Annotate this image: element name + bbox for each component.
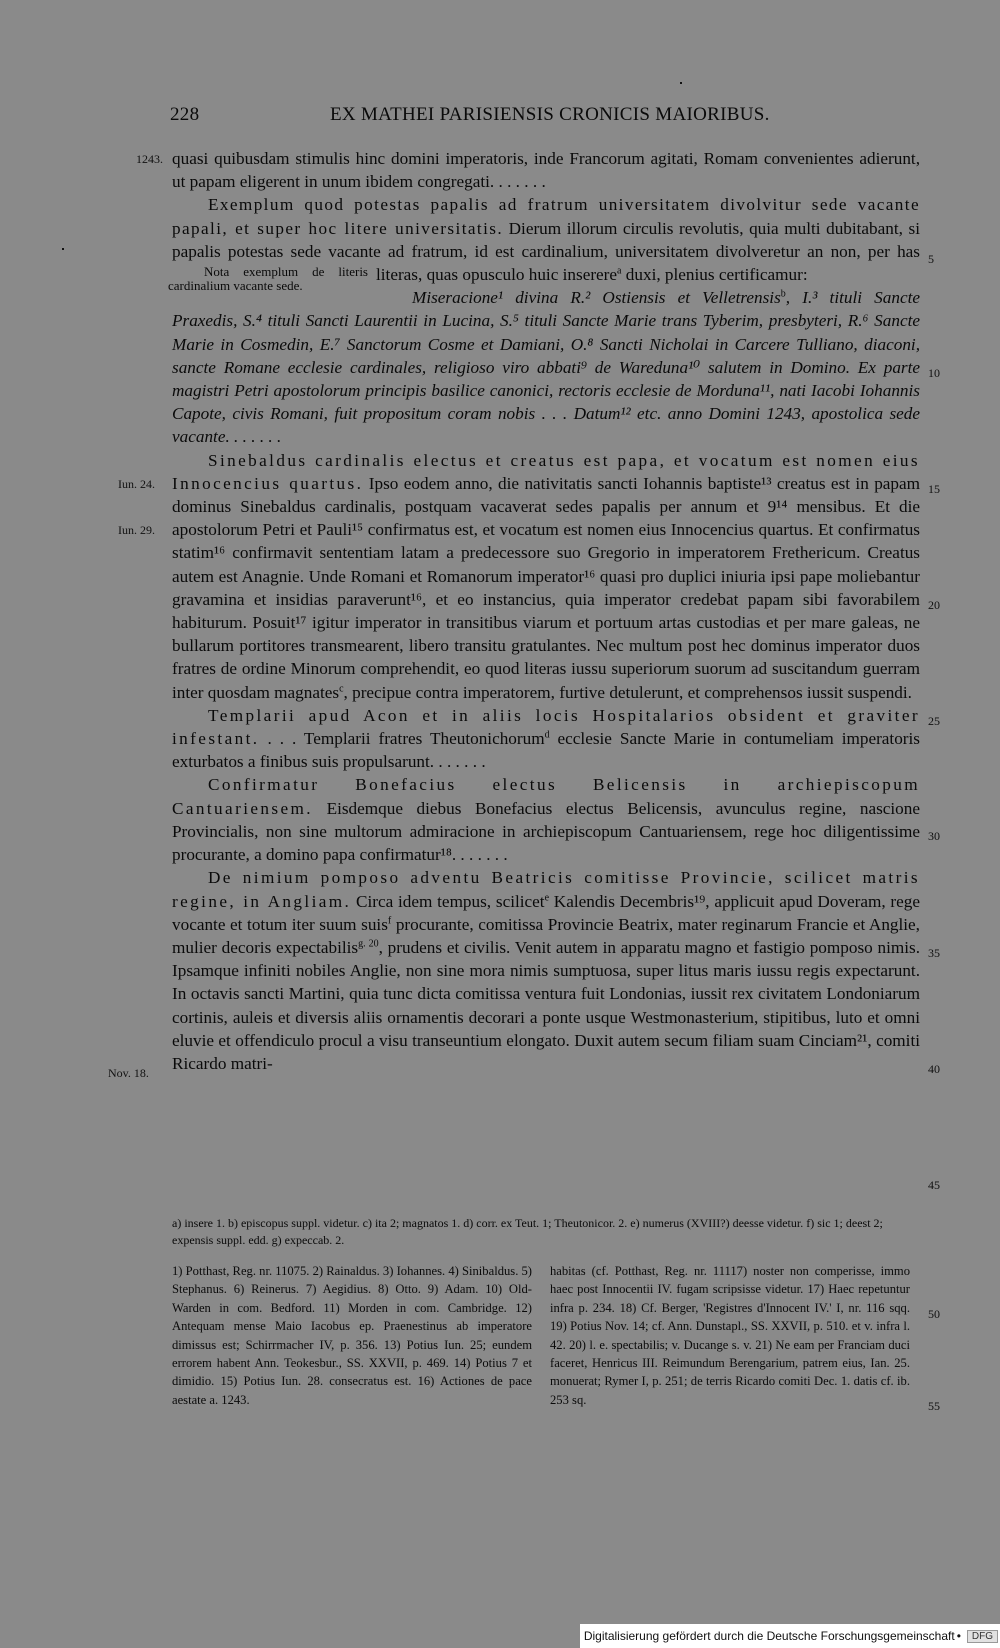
paragraph-text: Ipso eodem anno, die nativitatis sancti Iohannis baptiste¹³ creatus est in papam dominus Sinebaldus cardinalis, postquam vacaverat sedes papalis per annum et 9¹⁴ mensibus. Et die apostolorum Petri et Pauli¹⁵ confirmatus est, et vocatum est nomen eius Innocencius quartus. Et confirmatus statim¹⁶ confirmavit sententiam latam a predecessore suo Gregorio in imperatorem Frethericum. Creatus autem est Anagnie. Unde Romani et Romanorum imperator¹⁶ quasi pro duplici iniuria ipsi pape moliebantur gravamina et insidias paraverunt¹⁶, et eo instancius, quia imperator credebat papam sibi favorabilem habiturum. Posuit¹⁷ igitur imperator in transitibus viarum et portuum artas custodias et per mare galeas, ne bullarum portitores transmearent, libero transitu gratulantes. Nec multum post hec dominus imperator duos fratres de ordine Minorum comprehendit, eo quod literas iussu superiorum suorum ad suscitandum guerram inter quosdam magnates <box>172 473 921 702</box>
apparatus-ref: b <box>780 288 786 300</box>
paragraph <box>172 704 920 774</box>
paragraph-text: , prudens et civilis. Venit autem in apparatu magno et fastigio pomposo nimis. Ipsamque infiniti nobiles Anglie, non sine mora nimis sumptuosa, super litus maris iussu regis expectarunt. In octavis sancti Martini, quia tunc dicta comitissa ventura fuit Londonias, iussit rex civitatem Londoniarum cortinis, auleis et diversis aliis ornamentis decorari a ponte usque Westmonasterium, stipitibus, luto et omni eluvie et offendiculo procul a visu transeuntium elongato. Duxit autem secum filiam suam Cinciam²¹, comiti Ricardo matri- <box>172 937 921 1073</box>
line-number: 35 <box>928 946 940 960</box>
paragraph <box>172 449 920 704</box>
line-number: 5 <box>928 252 934 266</box>
line-number: 10 <box>928 366 940 380</box>
footnotes-left: 1) Potthast, Reg. nr. 11075. 2) Rainaldus. 3) Iohannes. 4) Sinibaldus. 5) Stephanus. 6) Reinerus. 7) Aegidius. 8) Otto. 9) Adam. 10) Old-Warden in com. Bedford. 11) Morden in com. Cambridge. 12) Antequam mense Maio Iacobus ep. Praenestinus ab imperatore dimissus est; Schirrmacher IV, p. 356. 13) Potius Iun. 25; eundem errorem habent Ann. Teokesbur., SS. XXVII, p. 469. 14) Potius 7 et dimidio. 15) Potius Iun. 28. consecratus est. 16) Actiones de pace aestate a. 1243. <box>172 1264 532 1407</box>
paragraph-text: procurante, comitissa Provincie Beatrix, mater reginarum Francie et Anglie, mulier decoris expectabilis <box>172 914 920 957</box>
footer-text: Digitalisierung gefördert durch die Deutsche Forschungsgemeinschaft <box>583 1629 955 1643</box>
section-heading: Templarii apud Acon et in aliis locis Hospitalarios obsident et graviter infestant. <box>172 705 920 749</box>
apparatus-ref: g. 20 <box>358 938 379 950</box>
margin-date: Iun. 29. <box>118 523 155 537</box>
line-number: 40 <box>928 1062 940 1076</box>
letter-text: , I.³ tituli Sancte Praxedis, S.⁴ tituli Sancti Laurentii in Lucina, S.⁵ tituli Sancte Marie trans Tyberim, presbyteri, R.⁶ Sancte Marie in Cosmedin, E.⁷ Sanctorum Cosme et Damiani, O.⁸ Sancti Nicholai in Carcere Tulliano, diaconi, sancte Romane ecclesie cardinales, religioso viro abbati⁹ de Wareduna¹⁰ salutem in Domino. Ex parte magistri Petri apostolorum principis basilice canonici, rectoris ecclesie de Morduna¹¹, nati Iacobi Iohannis Capote, civis Romani, fuit propositum coram nobis . . . Datum¹² etc. anno Domini 1243, apostolica sede vacante. . . . . . . <box>172 288 920 447</box>
paragraph-text: Eisdemque diebus Bonefacius electus Belicensis, avunculus regine, nascione Provincialis, non sine multorum admiracione in archiepiscopum Cantuariensem, rege hoc diligentissime procurante, a domino papa confirmatur¹⁸. . . . . . . <box>172 798 920 865</box>
paragraph-text: quasi quibusdam stimulis hinc domini imperatoris, inde Francorum agitati, Romam convenientes adierunt, ut papam eligerent in unum ibidem congregati. . . . . . . <box>172 149 920 192</box>
footer-bullet: • <box>956 1629 961 1643</box>
section-heading: Sinebaldus cardinalis electus et creatus est papa, et vocatum est nomen eius Innocencius quartus. <box>172 450 920 493</box>
apparatus-ref: f <box>387 914 392 926</box>
side-note: Nota exemplum de literis cardinalium vacante sede. <box>168 264 368 294</box>
line-number: 55 <box>928 1399 940 1413</box>
paragraph-text: Circa idem tempus, scilicet <box>356 891 545 911</box>
speck <box>680 82 682 84</box>
footnotes-right: habitas (cf. Potthast, Reg. nr. 11117) noster non comperisse, immo haec post Innocentii IV. fugam scripsisse videtur. 17) Haec repetuntur infra p. 234. 18) Cf. Berger, 'Registres d'Innocent IV.' I, nr. 116 sqq. 19) Potius Nov. 14; cf. Ann. Dunstapl., SS. XXVII, p. 510. et v. infra l. 42. 20) l. e. spectabilis; v. Ducange s. v. 21) Ne eam per Franciam duci faceret, Henricus III. Reimundum Berengarium, patrem eius, Ian. 25. monuerat; Rymer I, p. 251; de terris Ricardo comiti Dec. 1. datis cf. ib. 253 sq. <box>550 1264 910 1407</box>
paragraph <box>172 147 920 193</box>
paragraph-text: Dierum illorum circulis revolutis, quia multi dubitabant, si papalis potestas sede vacante ad fratrum, id est cardinalium, universitatem divolveretur an non, per has literas, quas opusculo huic inserere <box>172 218 920 285</box>
page-number: 228 <box>170 104 200 125</box>
line-number: 45 <box>928 1178 940 1192</box>
section-heading: Confirmatur Bonefacius electus Belicensis in archiepiscopum Cantuariensem. <box>172 775 920 818</box>
funding-footer <box>580 1624 1000 1648</box>
line-number: 15 <box>928 482 940 496</box>
dfg-logo: DFG <box>967 1630 998 1643</box>
paragraph-text: . . . Templarii fratres Theutonichorum <box>267 729 545 749</box>
line-number: 30 <box>928 829 940 843</box>
running-title: EX MATHEI PARISIENSIS CRONICIS MAIORIBUS. <box>330 104 770 125</box>
paragraph-text: , precipue contra imperatorem, furtive detulerunt, et comprehensos iussit suspendi. <box>343 682 912 702</box>
letter-salutation: Miseracione¹ divina R.² Ostiensis et Velletrensis <box>412 288 781 308</box>
paragraph-text: Kalendis Decembris¹⁹, applicuit apud Doveram, rege vocante et totum iter suum suis <box>172 891 920 934</box>
margin-year: 1243. <box>136 152 163 166</box>
margin-date: Nov. 18. <box>108 1066 149 1080</box>
section-heading: Exemplum quod potestas papalis ad fratrum universitatem divolvitur sede vacante papali, et super hoc litere universitatis. <box>172 195 920 238</box>
apparatus-ref: e <box>544 891 550 903</box>
line-number: 25 <box>928 714 940 728</box>
paragraph-text: duxi, plenius certificamur: <box>625 265 808 285</box>
apparatus-ref: d <box>544 729 550 741</box>
line-number: 50 <box>928 1307 940 1321</box>
paragraph <box>172 866 920 1075</box>
apparatus-ref: a <box>617 265 622 277</box>
paragraph-text: ecclesie Sancte Marie in contumeliam imperatoris exturbatos a finibus suis propulsarunt. . . . . . . <box>172 729 920 772</box>
speck <box>62 248 64 250</box>
critical-apparatus: a) insere 1. b) episcopus suppl. videtur. c) ita 2; magnatos 1. d) corr. ex Teut. 1; Theutonicor. 2. e) numerus (XVIII?) deesse videtur. f) sic 1; deest 2; expensis suppl. edd. g) expeccab. 2. <box>172 1216 883 1247</box>
main-text <box>168 147 921 1075</box>
apparatus-ref: c <box>339 682 344 694</box>
paragraph <box>168 193 920 294</box>
margin-date: Iun. 24. <box>118 477 155 491</box>
paragraph <box>172 286 920 448</box>
section-heading: De nimium pomposo adventu Beatricis comitisse Provincie, scilicet matris regine, in Angliam. <box>172 868 920 911</box>
line-number: 20 <box>928 598 940 612</box>
paragraph <box>172 773 920 866</box>
